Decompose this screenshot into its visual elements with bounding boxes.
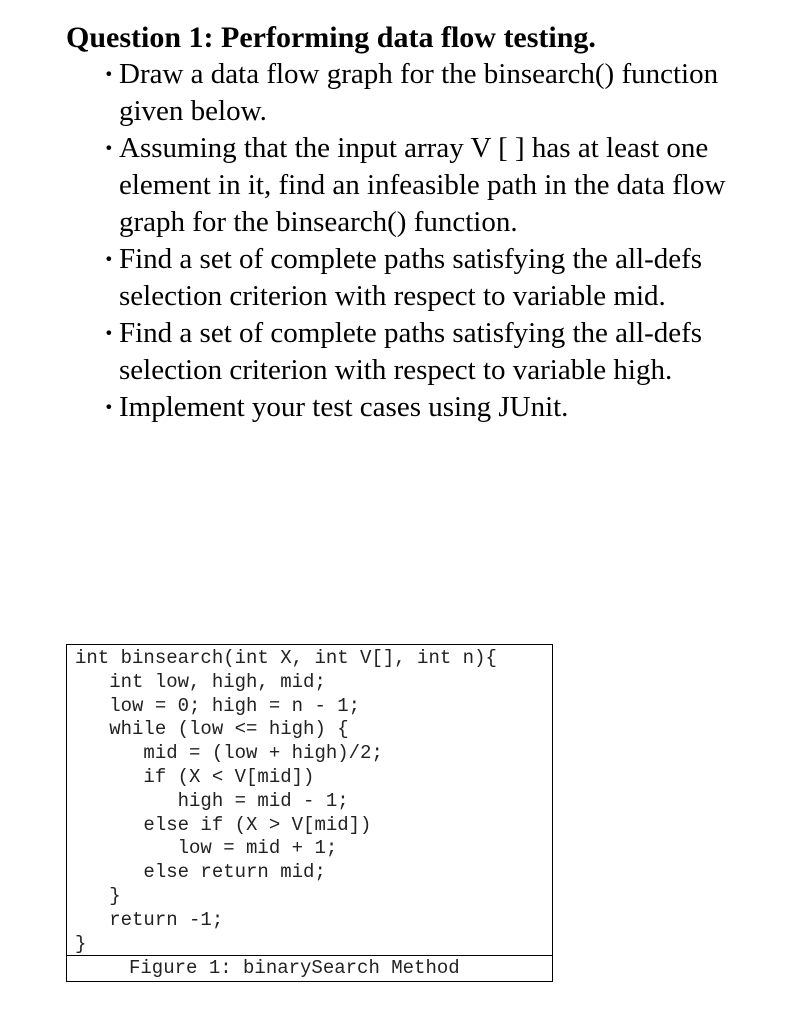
task-text: Find a set of complete paths satisfying the all-defs selection criterion with respect to variable high. [119,317,703,386]
code-line: int low, high, mid; [75,670,326,693]
code-line: if (X < V[mid]) [75,765,315,788]
figure-caption: Figure 1: binarySearch Method [67,955,552,981]
code-line: else return mid; [75,861,326,884]
code-line: while (low <= high) { [75,718,349,741]
code-line: high = mid - 1; [75,789,349,812]
task-item [88,389,788,426]
task-text: Assuming that the input array V [ ] has at least one element in it, find an infeasible path in the data flow graph for the binsearch() function. [119,132,726,238]
code-line: else if (X > V[mid]) [75,813,372,836]
code-listing [75,647,497,956]
code-line: } [75,884,121,907]
task-item [88,241,788,315]
task-list [88,56,788,426]
question-title: Question 1: Performing data flow testing. [66,21,596,54]
task-text: Find a set of complete paths satisfying the all-defs selection criterion with respect to variable mid. [119,243,703,312]
code-line: low = 0; high = n - 1; [75,694,361,717]
code-line: } [75,932,87,955]
task-text: Implement your test cases using JUnit. [119,391,569,423]
task-item [88,315,788,389]
code-figure [66,644,553,982]
code-line: int binsearch(int X, int V[], int n){ [75,647,497,669]
code-line: return -1; [75,908,224,931]
bullet-icon: · [104,243,114,275]
bullet-icon: · [104,58,114,90]
task-item [88,56,788,130]
code-line: mid = (low + high)/2; [75,742,383,765]
bullet-icon: · [104,317,114,349]
task-text: Draw a data flow graph for the binsearch() function given below. [119,58,719,127]
code-line: low = mid + 1; [75,837,338,860]
bullet-icon: · [104,132,114,164]
bullet-icon: · [104,391,114,423]
task-item [88,130,788,241]
